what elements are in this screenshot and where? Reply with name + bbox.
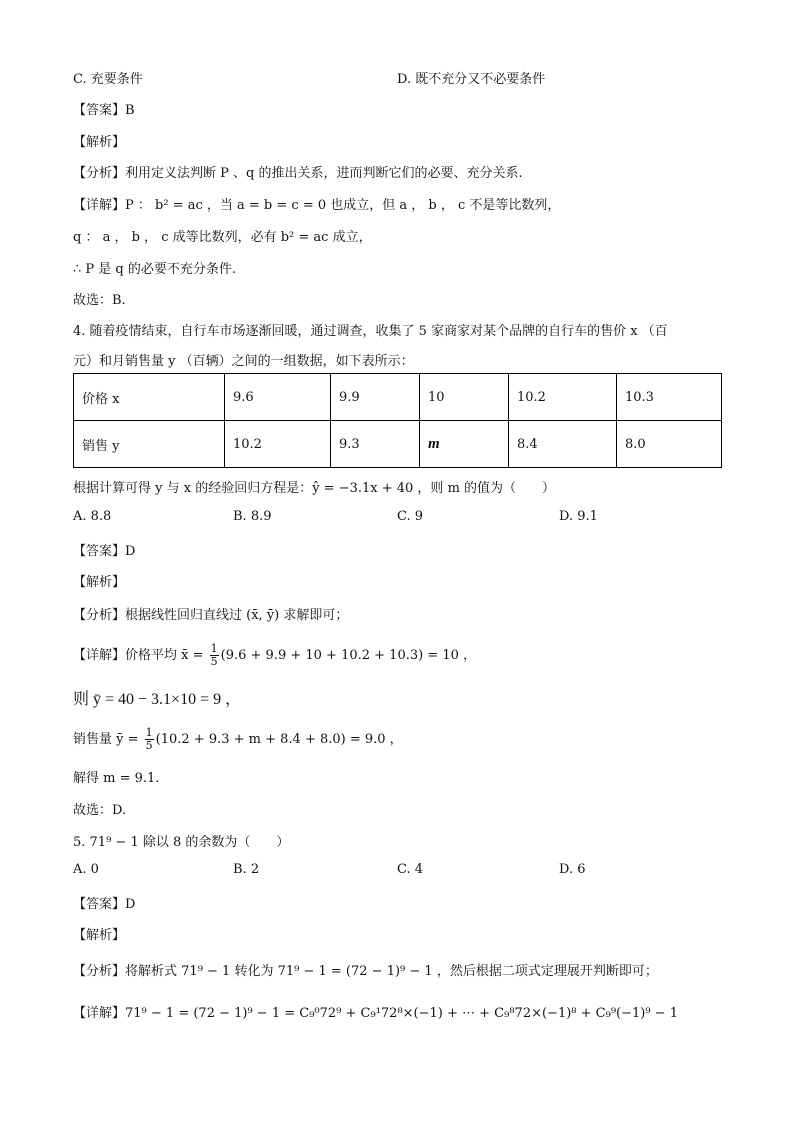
- answer-line: [73, 99, 135, 118]
- answer-line: [73, 893, 135, 912]
- q4-stem-2: 元）和月销售量 y （百辆）之间的一组数据，如下表所示：: [73, 354, 414, 369]
- analysis-tag: 【解析】: [73, 928, 126, 943]
- choose-line: 故选：B.: [73, 293, 126, 308]
- detail-line-1: [73, 1002, 678, 1021]
- option-c: C. 充要条件: [73, 72, 143, 87]
- detail-text: 71⁹ − 1 = (72 − 1)⁹ − 1 = C₉⁰72⁹ + C₉¹72⁸×(−1) + ⋯ + C₉⁸72×(−1)⁸ + C₉⁹(−1)⁹ − 1: [125, 1006, 678, 1021]
- analysis-tag: 【解析】: [73, 575, 126, 590]
- detail-tag: 【详解】: [73, 648, 126, 663]
- q4-stem-1: 4. 随着疫情结束，自行车市场逐渐回暖，通过调查，收集了 5 家商家对某个品牌的自行车的售价 x （百: [73, 324, 668, 339]
- table-cell: 10: [420, 374, 509, 421]
- fenxi-text: 将解析式 71⁹ − 1 转化为 71⁹ − 1 = (72 − 1)⁹ − 1 ，然后根据二项式定理展开判断即可；: [125, 964, 658, 979]
- answer-tag: 【答案】: [73, 544, 126, 559]
- fenxi-line: [73, 604, 348, 623]
- table-cell: 9.3: [331, 421, 420, 468]
- choose-line: 故选：D.: [73, 803, 127, 818]
- fraction: [210, 643, 219, 668]
- fenxi-text: 根据线性回归直线过 (x̄, ȳ) 求解即可；: [125, 608, 349, 623]
- answer-line: [73, 540, 135, 559]
- answer-value: B: [125, 103, 135, 118]
- detail-line-2: q ： a ， b ， c 成等比数列，必有 b² = ac 成立，: [73, 230, 372, 245]
- fraction-denominator: 5: [145, 739, 153, 752]
- fenxi-tag: 【分析】: [73, 964, 126, 979]
- table-cell: 9.9: [331, 374, 420, 421]
- detail-line-2: 则 ȳ = 40 − 3.1×10 = 9 ，: [73, 691, 242, 708]
- q5-option-b: B. 2: [233, 862, 260, 877]
- fenxi-line: [73, 960, 658, 979]
- detail-text: P ： b² = ac ，当 a = b = c = 0 也成立，但 a ， b ， c 不是等比数列，: [125, 198, 561, 213]
- q4-option-d: D. 9.1: [559, 509, 598, 524]
- fraction-numerator: 1: [145, 726, 153, 739]
- q4-option-a: A. 8.8: [73, 509, 112, 524]
- detail-line-4: 解得 m = 9.1.: [73, 771, 160, 786]
- option-d: D. 既不充分又不必要条件: [397, 72, 546, 87]
- table-cell: m: [420, 421, 509, 468]
- table-cell: 10.3: [617, 374, 722, 421]
- answer-tag: 【答案】: [73, 897, 126, 912]
- table-cell: 价格 x: [74, 374, 225, 421]
- q5-option-d: D. 6: [559, 862, 586, 877]
- detail-tag: 【详解】: [73, 1006, 126, 1021]
- fenxi-tag: 【分析】: [73, 608, 126, 623]
- detail-tag: 【详解】: [73, 198, 126, 213]
- q4-stem-3: 根据计算可得 y 与 x 的经验回归方程是：ŷ = −3.1x + 40 ，则 m 的值为（ ）: [73, 481, 556, 496]
- q5-stem: 5. 71⁹ − 1 除以 8 的余数为（ ）: [73, 835, 290, 850]
- q5-option-c: C. 4: [397, 862, 424, 877]
- data-table: [73, 373, 722, 468]
- analysis-tag: 【解析】: [73, 135, 126, 150]
- table-cell: 9.6: [225, 374, 331, 421]
- fraction-numerator: 1: [210, 642, 218, 655]
- table-cell: 10.2: [509, 374, 617, 421]
- table-row: [74, 421, 722, 468]
- detail-line-3: [73, 727, 403, 752]
- table-cell: 10.2: [225, 421, 331, 468]
- fenxi-text: 利用定义法判断 P 、q 的推出关系，进而判断它们的必要、充分关系.: [125, 166, 523, 181]
- answer-tag: 【答案】: [73, 103, 126, 118]
- detail-line-1: [73, 194, 560, 213]
- table-cell: 8.0: [617, 421, 722, 468]
- detail-text: 价格平均 x̄ =: [125, 648, 208, 663]
- answer-value: D: [125, 544, 136, 559]
- detail-text: (10.2 + 9.3 + m + 8.4 + 8.0) = 9.0 ，: [155, 732, 403, 747]
- fraction-denominator: 5: [210, 655, 218, 668]
- detail-text: 销售量 ȳ =: [73, 732, 143, 747]
- detail-line-1: [73, 643, 476, 668]
- fenxi-line: [73, 162, 523, 181]
- fraction: [145, 727, 154, 752]
- fenxi-tag: 【分析】: [73, 166, 126, 181]
- table-row: [74, 374, 722, 421]
- q5-option-a: A. 0: [73, 862, 99, 877]
- q4-option-c: C. 9: [397, 509, 424, 524]
- table-cell: 8.4: [509, 421, 617, 468]
- detail-line-3: ∴ P 是 q 的必要不充分条件.: [73, 262, 237, 277]
- answer-value: D: [125, 897, 136, 912]
- detail-text: (9.6 + 9.9 + 10 + 10.2 + 10.3) = 10 ，: [220, 648, 477, 663]
- table-cell: 销售 y: [74, 421, 225, 468]
- q4-option-b: B. 8.9: [233, 509, 272, 524]
